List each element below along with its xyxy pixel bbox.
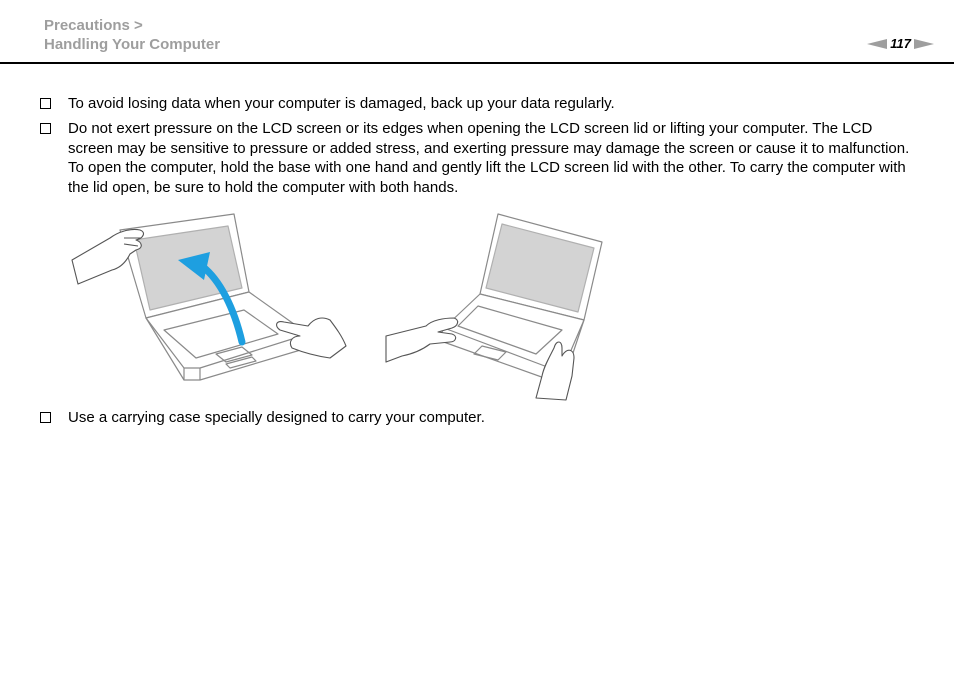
laptop-carrying-drawing (438, 214, 602, 380)
checkbox-bullet-icon (40, 98, 51, 109)
checkbox-bullet-icon (40, 412, 51, 423)
list-item (40, 408, 920, 428)
bullet-text: Use a carrying case specially designed to carry your computer. (68, 409, 485, 426)
breadcrumb-page: Handling Your Computer (44, 36, 221, 53)
breadcrumb (44, 16, 220, 54)
breadcrumb-section[interactable]: Precautions > (44, 17, 143, 34)
page-number: 117 (890, 36, 911, 51)
bullet-text: Do not exert pressure on the LCD screen or its edges when opening the LCD screen lid or lifting your computer. The LCD screen may be sensitive to pressure or added stress, and exerting pressure may damage the screen or cause it to malfunction. To open the computer, hold the base with one hand and gently lift the LCD screen lid with the other. To carry the computer with the lid open, be sure to hold the computer with both hands. (68, 120, 910, 196)
page-navigation (867, 36, 934, 52)
previous-page-icon[interactable] (867, 39, 887, 49)
header-divider (0, 62, 954, 64)
laptop-handling-illustration (66, 208, 611, 404)
left-hand-carry-drawing (386, 318, 458, 362)
next-page-icon[interactable] (914, 39, 934, 49)
list-item (40, 119, 920, 197)
list-item (40, 94, 920, 114)
laptop-opening-drawing (120, 214, 314, 380)
checkbox-bullet-icon (40, 123, 51, 134)
bullet-text: To avoid losing data when your computer is damaged, back up your data regularly. (68, 95, 615, 112)
